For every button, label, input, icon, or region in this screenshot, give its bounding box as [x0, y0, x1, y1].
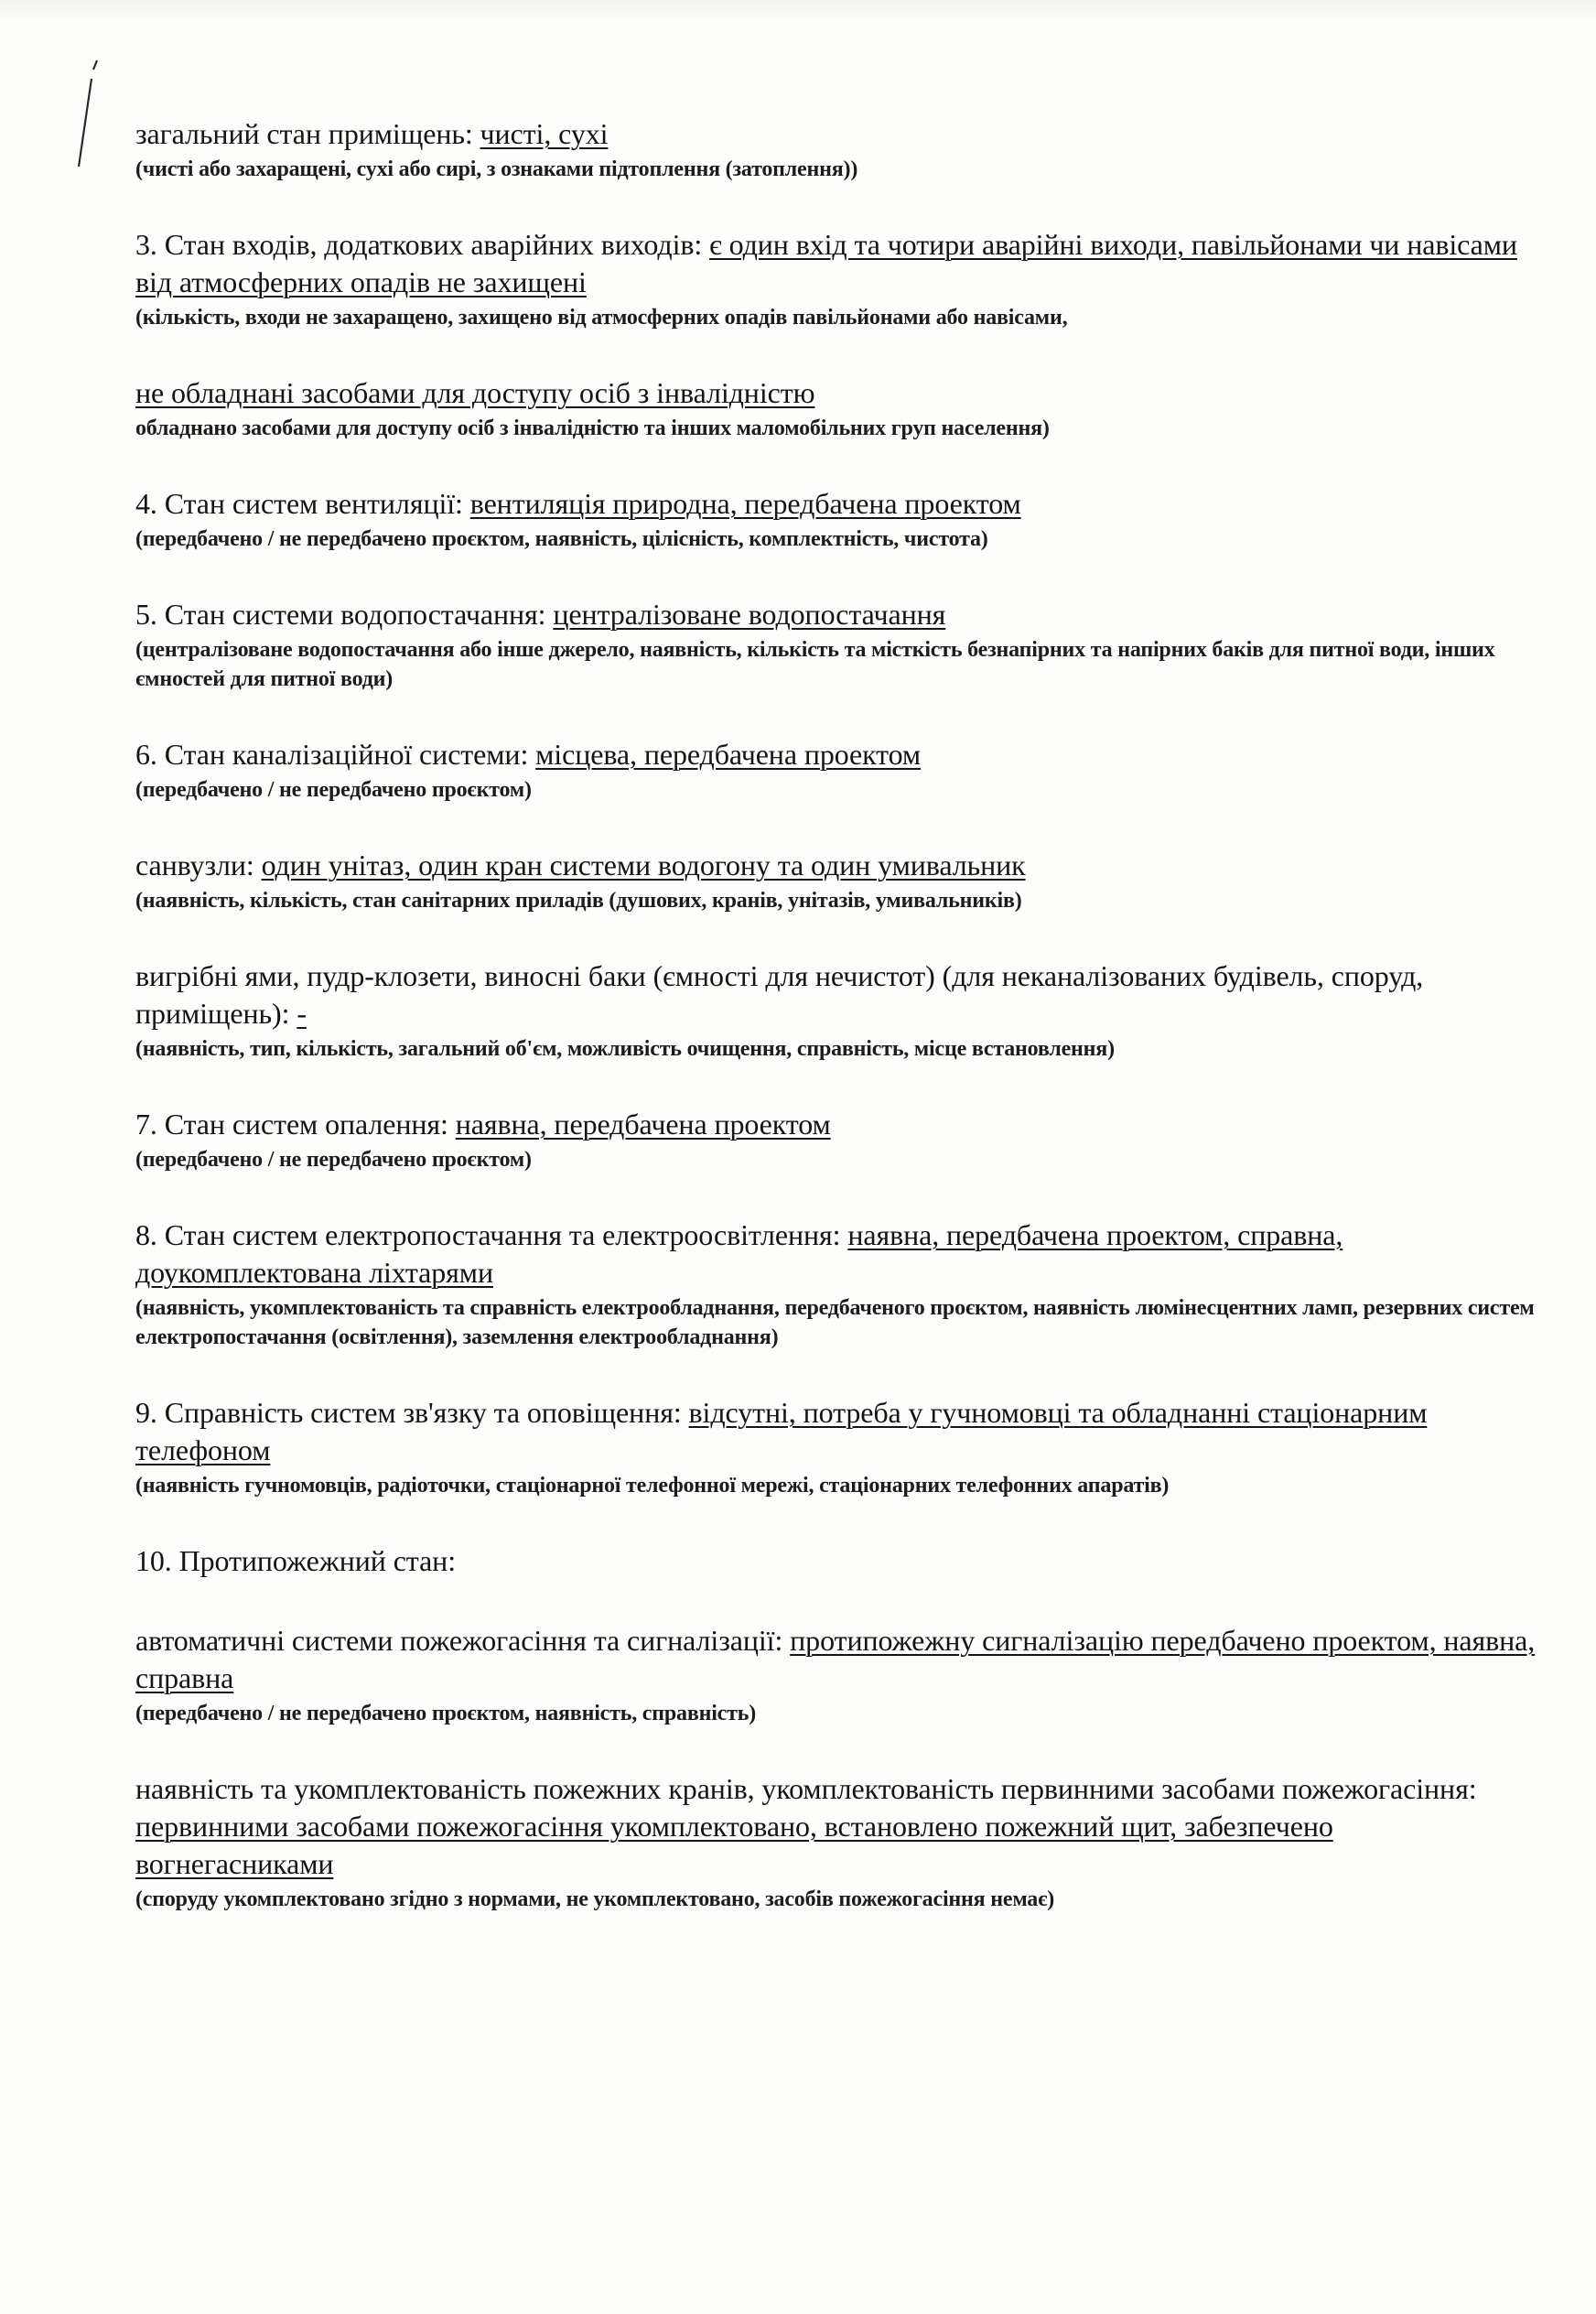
section-ventilation — [135, 485, 1536, 554]
field-answer: є один вхід та чотири аварійні виходи, павільйонами чи навісами від атмосферних опадів не захищені — [135, 228, 1517, 298]
field-answer: первинними засобами пожежогасіння укомплектовано, встановлено пожежний щит, забезпечено вогнегасниками — [135, 1810, 1333, 1880]
field-hint: (передбачено / не передбачено проєктом) — [135, 1148, 532, 1172]
field-label: санвузли: — [135, 849, 262, 881]
field-label: 6. Стан каналізаційної системи: — [135, 738, 536, 771]
section-communications — [135, 1394, 1536, 1500]
section-sewerage — [135, 736, 1536, 805]
field-hint: (наявність, укомплектованість та справність електрообладнання, передбаченого проєктом, наявність люмінесцентних ламп, резервних систем електропостачання (освітлення), заземлення електрообладнання) — [135, 1296, 1535, 1349]
field-answer: вентиляція природна, передбачена проектом — [469, 487, 1021, 520]
field-hint: (передбачено / не передбачено проєктом, наявність, цілісність, комплектність, чистота) — [135, 527, 988, 551]
field-label: 4. Стан систем вентиляції: — [135, 487, 470, 520]
field-hint: (наявність, тип, кількість, загальний об'єм, можливість очищення, справність, місце встановлення) — [135, 1037, 1115, 1061]
field-hint: (чисті або захаращені, сухі або сирі, з ознаками підтоплення (затоплення)) — [135, 157, 858, 181]
field-answer: наявна, передбачена проектом — [455, 1108, 831, 1141]
field-label: загальний стан приміщень: — [135, 117, 480, 150]
field-answer: протипожежну сигналізацію передбачено проектом, наявна, справна — [135, 1624, 1536, 1694]
field-answer: чисті, сухі — [480, 117, 609, 150]
field-answer: відсутні, потреба у гучномовці та обладнанні стаціонарним телефоном — [135, 1396, 1428, 1466]
pen-mark — [75, 59, 112, 168]
field-answer: місцева, передбачена проектом — [535, 738, 922, 771]
field-label: автоматичні системи пожежогасіння та сигналізації: — [135, 1624, 791, 1657]
field-label: 8. Стан систем електропостачання та електроосвітлення: — [135, 1218, 848, 1251]
field-hint: (передбачено / не передбачено проєктом, наявність, справність) — [135, 1702, 757, 1725]
field-hint: (централізоване водопостачання або інше джерело, наявність, кількість та місткість безнапірних та напірних баків для питної води, інших ємностей для питної води) — [135, 638, 1495, 691]
field-hint: (споруду укомплектовано згідно з нормами, не укомплектовано, засобів пожежогасіння немає) — [135, 1887, 1055, 1911]
section-bathrooms — [135, 847, 1536, 915]
document-body — [135, 115, 1536, 1914]
section-heating — [135, 1106, 1536, 1174]
field-hint: (кількість, входи не захаращено, захищено від атмосферних опадів павільйонами або навісами, — [135, 306, 1068, 330]
field-label: 9. Справність систем зв'язку та оповіщення: — [135, 1396, 689, 1429]
section-electricity — [135, 1216, 1536, 1352]
field-hint: (наявність гучномовців, радіоточки, стаціонарної телефонної мережі, стаціонарних телефонних апаратів) — [135, 1474, 1170, 1498]
field-answer: один унітаз, один кран системи водогону та один умивальник — [261, 849, 1026, 881]
field-label: 5. Стан системи водопостачання: — [135, 598, 554, 631]
field-answer: централізоване водопостачання — [553, 598, 946, 631]
field-answer: не обладнані засобами для доступу осіб з інвалідністю — [135, 376, 815, 409]
section-accessibility — [135, 374, 1536, 443]
section-premises-condition — [135, 115, 1536, 184]
section-cesspools — [135, 957, 1536, 1064]
section-heading: 10. Протипожежний стан: — [135, 1544, 456, 1577]
field-hint: обладнано засобами для доступу осіб з інвалідністю та інших маломобільних груп населення) — [135, 416, 1050, 440]
field-answer: - — [297, 997, 307, 1030]
field-label: вигрібні ями, пудр-клозети, виносні баки (ємності для нечистот) (для неканалізованих будівель, споруд, приміщень): — [135, 959, 1424, 1030]
field-label: 3. Стан входів, додаткових аварійних виходів: — [135, 228, 710, 261]
section-entrances — [135, 226, 1536, 332]
section-fire-safety-heading — [135, 1542, 1536, 1580]
section-fire-equipment — [135, 1770, 1536, 1914]
section-water-supply — [135, 596, 1536, 694]
field-hint: (передбачено / не передбачено проєктом) — [135, 778, 532, 802]
field-hint: (наявність, кількість, стан санітарних приладів (душових, кранів, унітазів, умивальників) — [135, 889, 1022, 913]
field-label: наявність та укомплектованість пожежних кранів, укомплектованість первинними засобами пожежогасіння: — [135, 1772, 1477, 1805]
field-answer: наявна, передбачена проектом, справна, доукомплектована ліхтарями — [135, 1218, 1343, 1289]
section-fire-alarm — [135, 1622, 1536, 1728]
field-label: 7. Стан систем опалення: — [135, 1108, 456, 1141]
